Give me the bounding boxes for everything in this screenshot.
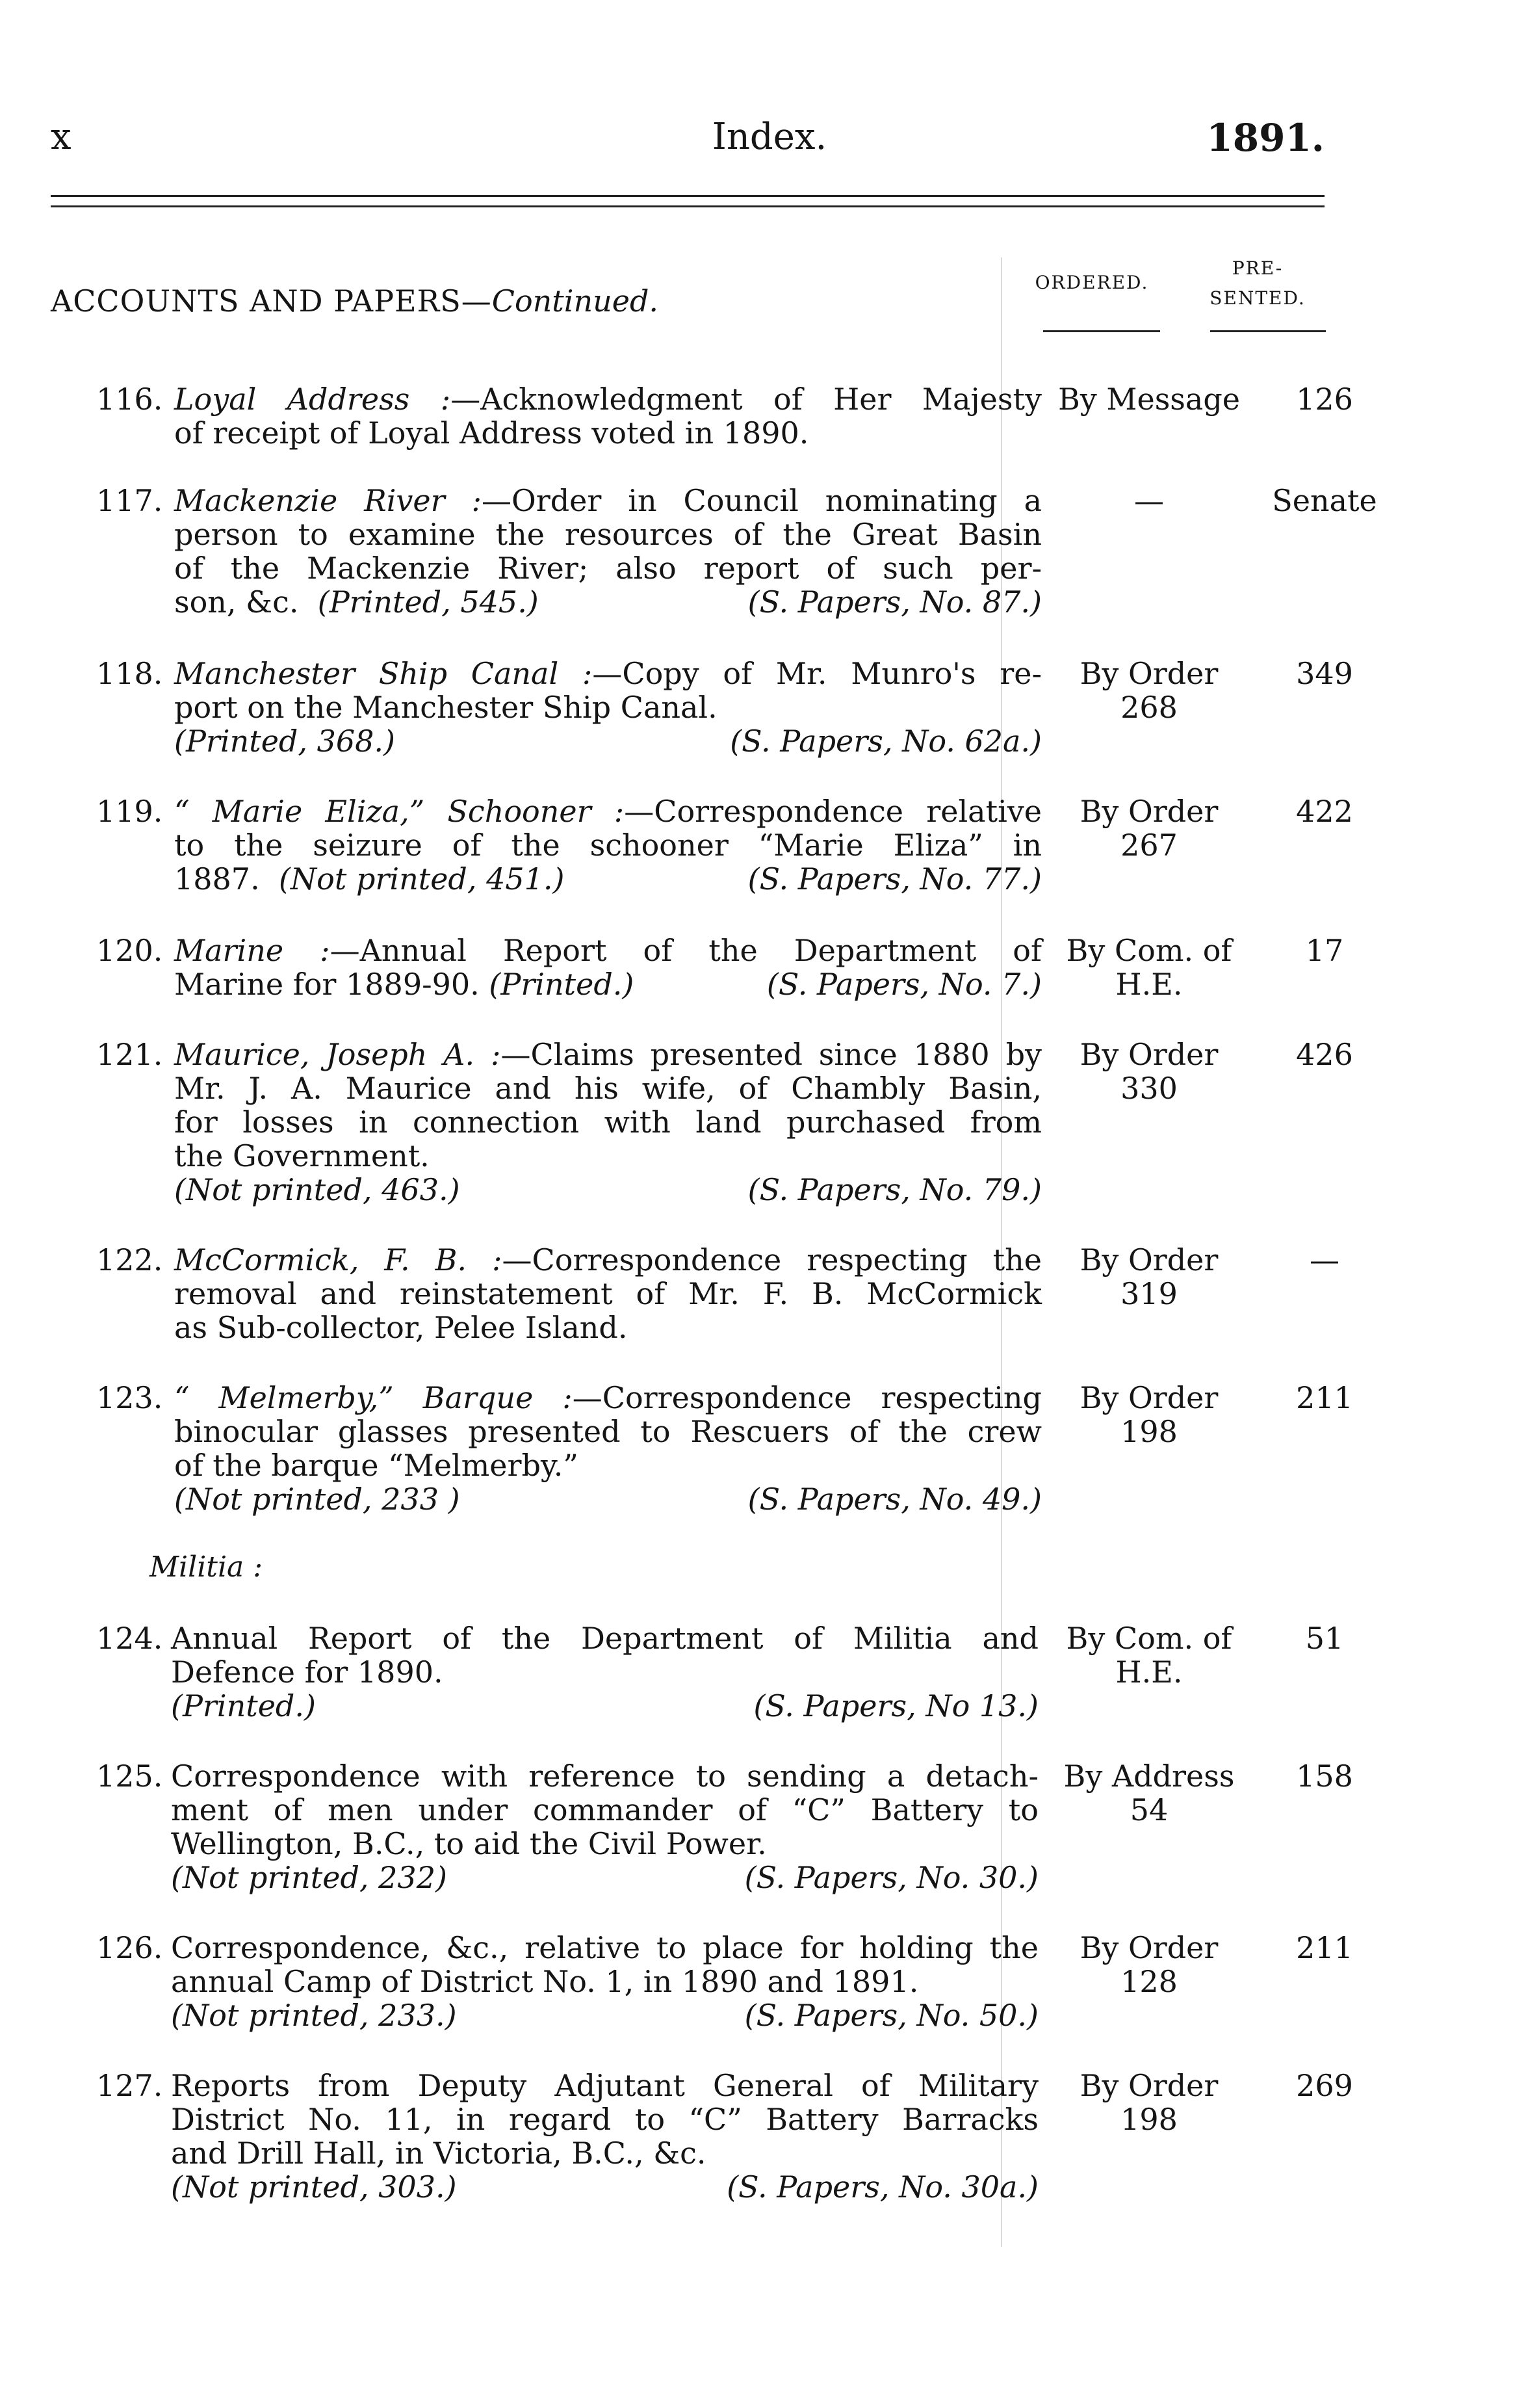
entry-presented: 269 bbox=[1296, 2068, 1353, 2103]
entry-number: 119. bbox=[96, 794, 163, 829]
entry-line: for losses in connection with land purchased from bbox=[174, 1105, 1042, 1140]
ordered-ref: 54 bbox=[1130, 1792, 1169, 1827]
printed-note: (Printed.) bbox=[489, 967, 634, 1002]
entry-description bbox=[174, 382, 1042, 450]
column-presented-header bbox=[1189, 254, 1326, 313]
sessional-papers-ref: (S. Papers, No. 62a.) bbox=[730, 724, 1042, 759]
column-presented-line2: SENTED. bbox=[1209, 287, 1306, 309]
entry-description bbox=[174, 1381, 1042, 1516]
entry-line: —Copy of Mr. Munro's re- bbox=[592, 656, 1042, 691]
sessional-papers-ref: (S. Papers, No. 87.) bbox=[747, 584, 1042, 620]
page-title: Index. bbox=[712, 116, 827, 158]
entry-presented: 211 bbox=[1296, 1930, 1353, 1965]
sessional-papers-ref: (S. Papers, No. 79.) bbox=[747, 1172, 1042, 1207]
entry-line: Reports from Deputy Adjutant General of Military bbox=[171, 2068, 1039, 2103]
entry-ordered bbox=[1052, 382, 1247, 416]
header-rule-bottom bbox=[51, 205, 1325, 207]
entry-presented: 426 bbox=[1296, 1037, 1353, 1072]
entry-line: —Order in Council nominating a bbox=[482, 483, 1042, 518]
ordered-by: By Order bbox=[1080, 1380, 1219, 1415]
entry-line: Marine for 1889-90. bbox=[174, 967, 480, 1002]
entry-line: —Annual Report of the Department of bbox=[330, 933, 1042, 968]
entry-description bbox=[171, 1931, 1039, 2032]
entry-heading: McCormick, F. B. : bbox=[174, 1242, 502, 1277]
page-number: x bbox=[51, 116, 71, 158]
ordered-ref: 198 bbox=[1120, 2102, 1178, 2137]
entry-presented: 17 bbox=[1305, 933, 1344, 968]
ordered-by: By Order bbox=[1080, 1037, 1219, 1072]
ordered-by: By Message bbox=[1057, 382, 1241, 417]
sessional-papers-ref: (S. Papers, No. 77.) bbox=[747, 861, 1042, 896]
entry-presented: — bbox=[1310, 1242, 1339, 1277]
entry-ordered bbox=[1052, 484, 1247, 517]
entry-number: 120. bbox=[96, 933, 163, 968]
entry-line: person to examine the resources of the Great Basin bbox=[174, 517, 1042, 552]
entry-description bbox=[171, 2069, 1039, 2204]
printed-note: (Not printed, 463.) bbox=[174, 1172, 460, 1207]
entry-description bbox=[174, 794, 1042, 896]
entry-number: 126. bbox=[96, 1930, 163, 1965]
entry-line: as Sub-collector, Pelee Island. bbox=[174, 1310, 628, 1345]
ordered-ref: 198 bbox=[1120, 1414, 1178, 1449]
entry-line: removal and reinstatement of Mr. F. B. McCormick bbox=[174, 1276, 1042, 1311]
ordered-by: By Address bbox=[1063, 1759, 1235, 1794]
ordered-by: By Order bbox=[1080, 794, 1219, 829]
section-title-continued: Continued. bbox=[491, 283, 659, 319]
entry-line: District No. 11, in regard to “C” Battery Barracks bbox=[171, 2102, 1039, 2137]
ordered-ref: 330 bbox=[1120, 1071, 1178, 1106]
ordered-by: By Order bbox=[1080, 2068, 1219, 2103]
entry-ordered bbox=[1052, 2069, 1247, 2136]
entry-description bbox=[174, 657, 1042, 758]
entry-number: 118. bbox=[96, 656, 163, 691]
entry-line: Annual Report of the Department of Militia and bbox=[171, 1621, 1039, 1656]
entry-line: Correspondence, &c., relative to place for holding the bbox=[171, 1930, 1039, 1965]
header-rule-top bbox=[51, 195, 1325, 197]
entry-ordered bbox=[1052, 1038, 1247, 1105]
ordered-by: By Order bbox=[1080, 1930, 1219, 1965]
printed-note: (Not printed, 303.) bbox=[171, 2169, 457, 2205]
entry-line: to the seizure of the schooner “Marie Eliza” in bbox=[174, 828, 1042, 863]
printed-note: (Not printed, 233 ) bbox=[174, 1482, 460, 1517]
entry-heading: “ Melmerby,” Barque : bbox=[174, 1380, 573, 1415]
printed-note: (Not printed, 233.) bbox=[171, 1998, 457, 2033]
ordered-ref: 319 bbox=[1120, 1276, 1178, 1311]
entry-heading: Marine : bbox=[174, 933, 330, 968]
printed-note: (Printed, 368.) bbox=[174, 724, 395, 759]
ordered-ref: 267 bbox=[1120, 828, 1178, 863]
entry-line: ment of men under commander of “C” Battery to bbox=[171, 1792, 1039, 1827]
entry-description bbox=[174, 484, 1042, 619]
column-ordered-header: ORDERED. bbox=[1035, 272, 1149, 293]
entry-presented: Senate bbox=[1272, 483, 1377, 518]
entry-heading: Mackenzie River : bbox=[174, 483, 482, 518]
entry-description bbox=[174, 1243, 1042, 1344]
entry-ordered bbox=[1052, 1931, 1247, 1998]
page-year: 1891. bbox=[1206, 116, 1325, 160]
entry-line: binocular glasses presented to Rescuers of the crew bbox=[174, 1414, 1042, 1449]
entry-ordered bbox=[1052, 794, 1247, 862]
entry-presented: 51 bbox=[1305, 1621, 1344, 1656]
entry-heading: Loyal Address : bbox=[174, 382, 451, 417]
entry-line: of the Mackenzie River; also report of such per- bbox=[174, 551, 1042, 586]
entry-number: 116. bbox=[96, 382, 163, 417]
entry-description bbox=[171, 1759, 1039, 1894]
ordered-ref: H.E. bbox=[1115, 967, 1183, 1002]
printed-note: (Not printed, 232) bbox=[171, 1860, 447, 1895]
entry-presented: 158 bbox=[1296, 1759, 1353, 1794]
printed-note: (Printed.) bbox=[171, 1688, 316, 1723]
entry-line: —Correspondence respecting the bbox=[502, 1242, 1042, 1277]
entry-heading: Manchester Ship Canal : bbox=[174, 656, 593, 691]
entry-line: port on the Manchester Ship Canal. bbox=[174, 690, 718, 725]
sessional-papers-ref: (S. Papers, No 13.) bbox=[753, 1688, 1039, 1723]
entry-number: 117. bbox=[96, 483, 163, 518]
printed-note: (Printed, 545.) bbox=[317, 584, 539, 620]
sessional-papers-ref: (S. Papers, No. 49.) bbox=[747, 1482, 1042, 1517]
entry-presented: 126 bbox=[1296, 382, 1353, 417]
ordered-by: By Order bbox=[1080, 656, 1219, 691]
entry-description bbox=[171, 1621, 1039, 1723]
entry-line: and Drill Hall, in Victoria, B.C., &c. bbox=[171, 2136, 706, 2171]
entry-number: 125. bbox=[96, 1759, 163, 1794]
entry-number: 123. bbox=[96, 1380, 163, 1415]
entry-line: of receipt of Loyal Address voted in 1890. bbox=[174, 415, 809, 451]
ordered-by: By Order bbox=[1080, 1242, 1219, 1277]
entry-line: 1887. bbox=[174, 861, 260, 896]
entry-line: of the barque “Melmerby.” bbox=[174, 1448, 578, 1483]
entry-line: annual Camp of District No. 1, in 1890 and 1891. bbox=[171, 1964, 919, 1999]
section-title-main: ACCOUNTS AND PAPERS— bbox=[51, 283, 492, 319]
entry-heading: “ Marie Eliza,” Schooner : bbox=[174, 794, 625, 829]
entry-ordered bbox=[1052, 1759, 1247, 1827]
column-presented-underline bbox=[1210, 330, 1326, 332]
section-title bbox=[51, 283, 658, 319]
entry-line: —Claims presented since 1880 by bbox=[500, 1037, 1042, 1072]
ordered-ref: 268 bbox=[1120, 690, 1178, 725]
entry-line: —Correspondence relative bbox=[624, 794, 1042, 829]
entry-number: 121. bbox=[96, 1037, 163, 1072]
entry-ordered bbox=[1052, 1243, 1247, 1311]
entry-line: Mr. J. A. Maurice and his wife, of Chambly Basin, bbox=[174, 1071, 1042, 1106]
sessional-papers-ref: (S. Papers, No. 30.) bbox=[744, 1860, 1039, 1895]
entry-description bbox=[174, 934, 1042, 1001]
entry-ordered bbox=[1052, 1621, 1247, 1689]
entry-line: son, &c. bbox=[174, 584, 299, 620]
entry-presented: 422 bbox=[1296, 794, 1353, 829]
ordered-by: By Com. of bbox=[1066, 933, 1232, 968]
entry-line: —Correspondence respecting bbox=[572, 1380, 1042, 1415]
column-ordered-underline bbox=[1043, 330, 1160, 332]
entry-ordered bbox=[1052, 657, 1247, 724]
entry-line: Wellington, B.C., to aid the Civil Power. bbox=[171, 1826, 767, 1861]
sessional-papers-ref: (S. Papers, No. 30a.) bbox=[727, 2169, 1039, 2205]
entry-number: 127. bbox=[96, 2068, 163, 2103]
entry-presented: 349 bbox=[1296, 656, 1353, 691]
entry-presented: 211 bbox=[1296, 1380, 1353, 1415]
entry-ordered bbox=[1052, 934, 1247, 1001]
entry-line: Defence for 1890. bbox=[171, 1655, 443, 1690]
entry-number: 122. bbox=[96, 1242, 163, 1277]
ordered-ref: 128 bbox=[1120, 1964, 1178, 1999]
sessional-papers-ref: (S. Papers, No. 7.) bbox=[766, 967, 1042, 1002]
entry-ordered bbox=[1052, 1381, 1247, 1448]
column-presented-line1: PRE- bbox=[1232, 257, 1284, 279]
ordered-ref: H.E. bbox=[1115, 1655, 1183, 1690]
entry-line: Correspondence with reference to sending a detach- bbox=[171, 1759, 1039, 1794]
entry-description bbox=[174, 1038, 1042, 1207]
printed-note: (Not printed, 451.) bbox=[278, 861, 565, 896]
entry-line: the Government. bbox=[174, 1138, 430, 1173]
ordered-by: — bbox=[1134, 483, 1164, 518]
entry-number: 124. bbox=[96, 1621, 163, 1656]
entry-heading: Maurice, Joseph A. : bbox=[174, 1037, 501, 1072]
subheading-militia: Militia : bbox=[149, 1551, 263, 1584]
ordered-by: By Com. of bbox=[1066, 1621, 1232, 1656]
entry-line: —Acknowledgment of Her Majesty bbox=[450, 382, 1042, 417]
sessional-papers-ref: (S. Papers, No. 50.) bbox=[744, 1998, 1039, 2033]
